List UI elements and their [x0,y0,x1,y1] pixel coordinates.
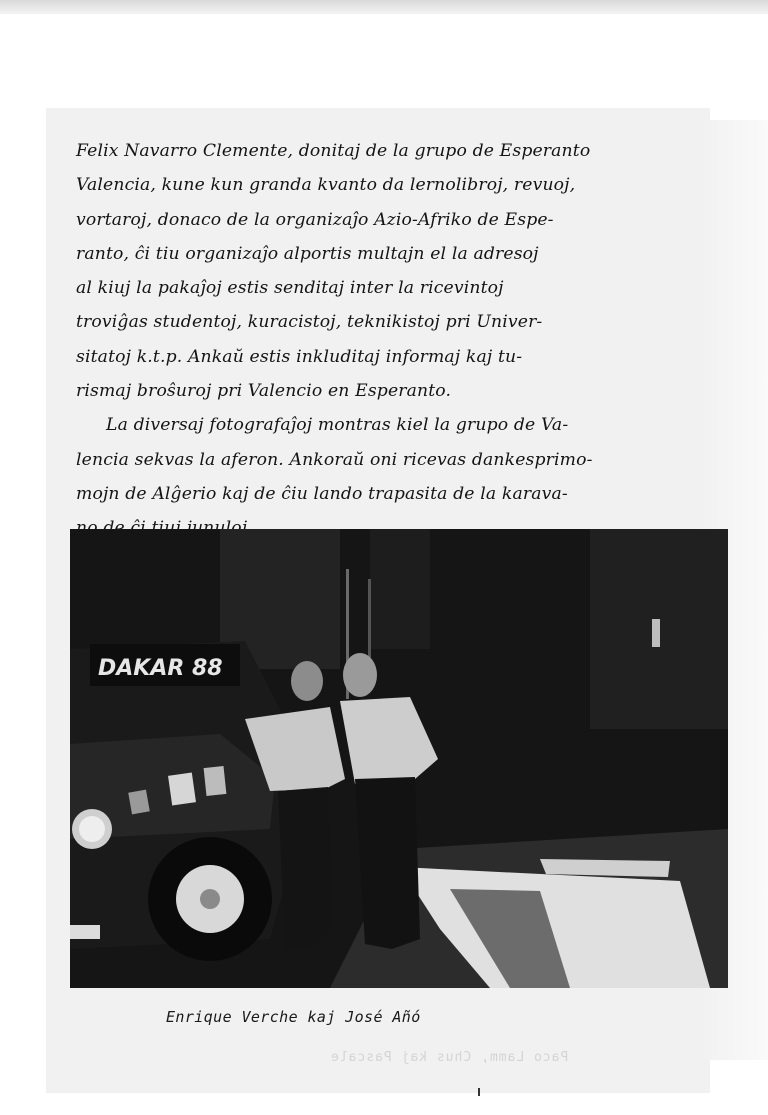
text-line: Felix Navarro Clemente, donitaj de la grupo de Esperanto [76,141,591,161]
text-line: mojn de Alĝerio kaj de ĉiu lando trapasita de la karava- [76,483,568,504]
text-line: Valencia, kune kun granda kvanto da lernolibroj, revuoj, [76,175,576,196]
text-line: lencia sekvas la aferon. Ankoraŭ oni ricevas dankesprimo- [76,449,593,470]
photo-caption: Enrique Verche kaj José Añó [166,1008,421,1026]
text-line: rismaj broŝuroj pri Valencio en Esperanto. [76,381,452,402]
photo-scene [70,529,728,988]
text-line: La diversaj fotografaĵoj montras kiel la grupo de Va- [106,415,569,436]
page-mark [478,1088,480,1096]
text-line: ranto, ĉi tiu organizaĵo alportis multajn el la adresoj [76,243,539,264]
text-line: troviĝas studentoj, kuracistoj, teknikistoj pri Univer- [76,312,543,333]
text-line: vortaroj, donaco de la organizaĵo Azio-Afriko de Espe- [76,209,554,230]
photograph [70,529,728,988]
show-through-text: Paco Lamm, Chus kaj Pascale [330,1050,569,1065]
text-line: al kiuj la pakaĵoj estis senditaj inter la ricevintoj [76,278,504,299]
text-line: sitatoj k.t.p. Ankaŭ estis inkluditaj informaj kaj tu- [76,346,523,367]
article-text [76,134,704,546]
vehicle-plate-text: DAKAR 88 [98,656,223,681]
scan-top-edge [0,0,768,14]
